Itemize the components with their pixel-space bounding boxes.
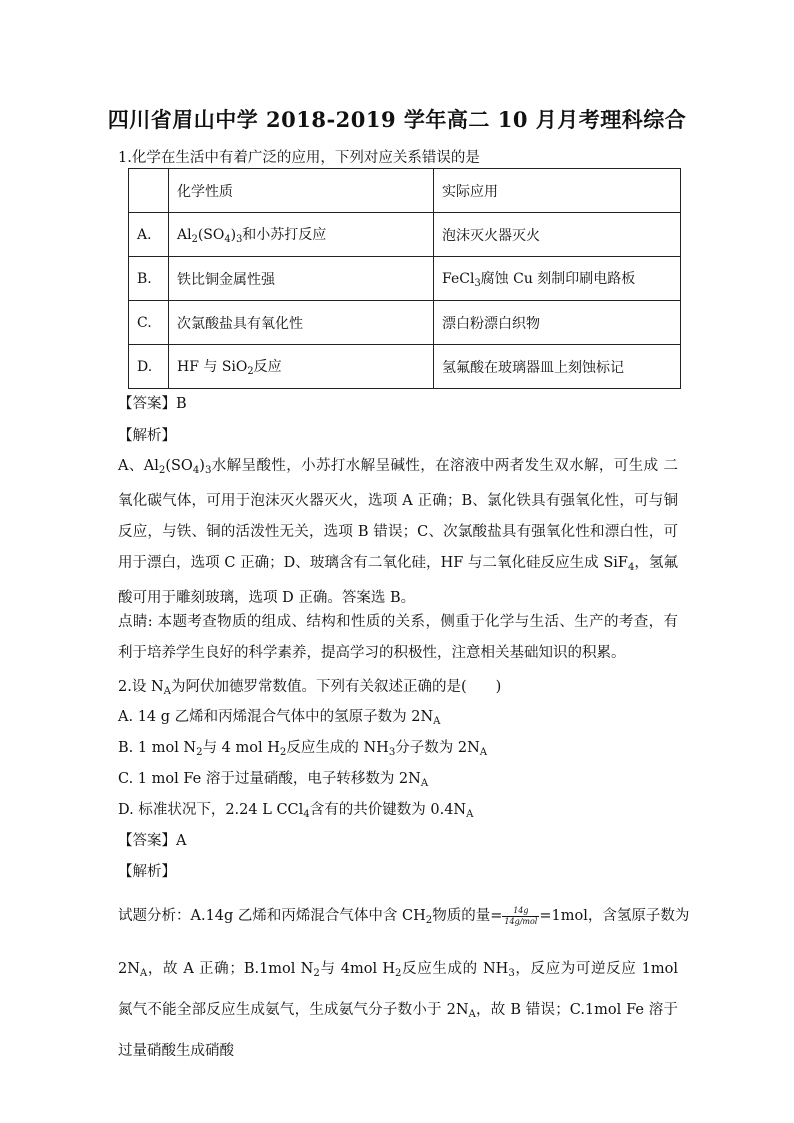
table-row [129, 257, 681, 301]
question-2-option-c: C. 1 mol Fe 溶于过量硝酸，电子转移数为 $2N_A$ [118, 771, 429, 789]
question-1-analysis-label: 【解析】 [118, 428, 176, 444]
practical-application: 漂白粉漂白织物 [434, 301, 681, 345]
table-header-cell: 化学性质 [169, 169, 434, 213]
table-row [129, 345, 681, 389]
option-label: D. [129, 345, 169, 389]
table-row [129, 213, 681, 257]
question-2-option-b: B. 1 mol $N_2$与 4 mol $H_2$反应生成的 $NH_3$分子数为 $2N_A$ [118, 740, 488, 758]
question-2-option-d: D. 标准状况下，2.24 L CCl$_4$含有的共价键数为 $0.4N_A$ [118, 802, 474, 820]
chemical-property: 铁比铜金属性强 [169, 257, 434, 301]
option-label: A. [129, 213, 169, 257]
question-2-analysis-label: 【解析】 [118, 864, 176, 880]
table-header-row [129, 169, 681, 213]
question-1-comment: 点睛: 本题考查物质的组成、结构和性质的关系，侧重于化学与生活、生产的考查，有利于培养学生良好的科学素养，提高学习的积极性，注意相关基础知识的积累。 [118, 614, 678, 661]
question-2-analysis-line-1: 试题分析：A.14g 乙烯和丙烯混合气体中含 $CH_2$物质的量= $\frac{14g}{\text{14g/mol}}$ =1mol，含氢原子数为 [118, 905, 690, 926]
chemical-property: HF 与 SiO$_2$反应 [169, 345, 434, 389]
chemical-property: $Al_2(SO_4)_3$和小苏打反应 [169, 213, 434, 257]
chemical-property: 次氯酸盐具有氧化性 [169, 301, 434, 345]
table-header-cell: 实际应用 [434, 169, 681, 213]
question-2-option-a: A. 14 g 乙烯和丙烯混合气体中的氢原子数为 $2N_A$ [118, 709, 441, 727]
question-1-table [128, 168, 681, 389]
question-1-analysis: A、$Al_2(SO_4)_3$水解呈酸性，小苏打水解呈碱性，在溶液中两者发生双水解，可生成 二氧化碳气体，可用于泡沫灭火器灭火，选项 A 正确；B、氯化铁具有强氧化性，可与铜反应，与铁、铜的活泼性无关，选项 B 错误；C、次氯酸盐具有强氧化性和漂白性，可用于漂白，选项 C 正确；D、玻璃含有二氧化硅，HF 与二氧化硅反应生成 SiF$_4$，氢氟酸可用于雕刻玻璃，选项 D 正确。答案选 B。 [118, 458, 678, 606]
question-2-analysis-body: $2N_A$，故 A 正确；B.1mol $N_2$与 4mol $H_2$反应生成的 $NH_3$，反应为可逆反应 1mol 氮气不能全部反应生成氨气，生成氨气分子数小于 $2N_A$，故 B 错误；C.1mol Fe 溶于过量硝酸生成硝酸 [118, 961, 679, 1059]
fraction: $\frac{14g}{\text{14g/mol}}$ [504, 905, 538, 926]
table-row [129, 301, 681, 345]
option-label: C. [129, 301, 169, 345]
question-1-stem: 1.化学在生活中有着广泛的应用，下列对应关系错误的是 [118, 150, 480, 166]
table-header-cell [129, 169, 169, 213]
practical-application: FeCl$_3$腐蚀 Cu 刻制印刷电路板 [434, 257, 681, 301]
option-label: B. [129, 257, 169, 301]
question-2-answer: 【答案】A [118, 833, 187, 849]
practical-application: 氢氟酸在玻璃器皿上刻蚀标记 [434, 345, 681, 389]
question-2-stem: 2.设 $N_A$为阿伏加德罗常数值。下列有关叙述正确的是( ) [118, 679, 502, 697]
practical-application: 泡沫灭火器灭火 [434, 213, 681, 257]
question-1-answer: 【答案】B [118, 396, 187, 412]
page-title: 四川省眉山中学 2018-2019 学年高二 10 月月考理科综合 [107, 107, 687, 132]
